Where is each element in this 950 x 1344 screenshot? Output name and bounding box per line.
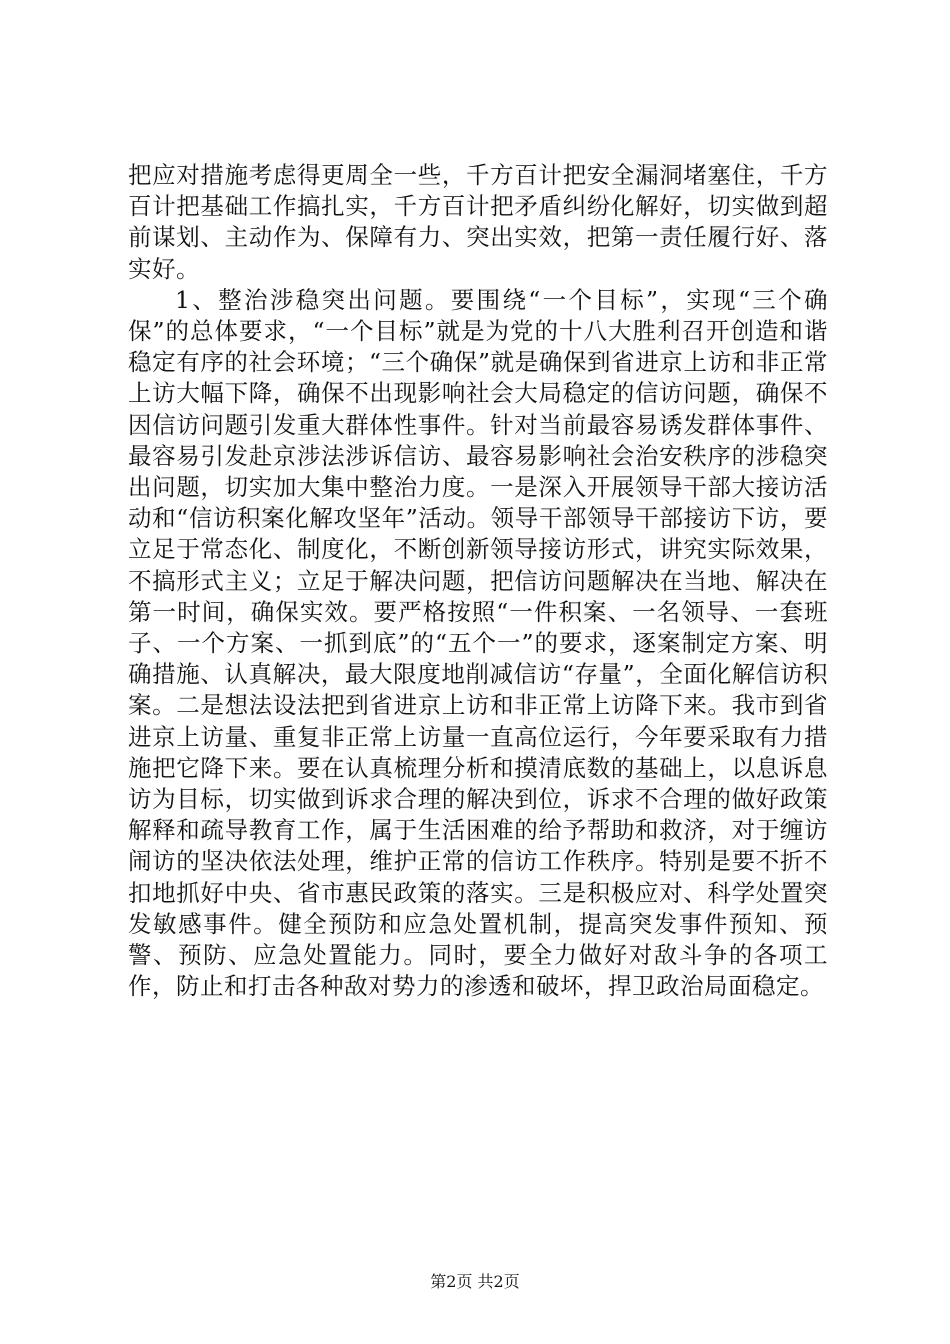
page-number: 第2页 共2页: [430, 1272, 520, 1291]
paragraph-continuation: 把应对措施考虑得更周全一些，千方百计把安全漏洞堵塞住，千方百计把基础工作搞扎实，千方百计把矛盾纠纷化解好，切实做到超前谋划、主动作为、保障有力、突出实效，把第一责任履行好、落实好。: [128, 161, 828, 283]
document-body: [128, 160, 828, 1002]
paragraph-section-1: 1、整治涉稳突出问题。要围绕“一个目标”，实现“三个确保”的总体要求，“一个目标”就是为党的十八大胜利召开创造和谐稳定有序的社会环境；“三个确保”就是确保到省进京上访和非正常上访大幅下降，确保不出现影响社会大局稳定的信访问题，确保不因信访问题引发重大群体性事件。针对当前最容易诱发群体事件、最容易引发赴京涉法涉诉信访、最容易影响社会治安秩序的涉稳突出问题，切实加大集中整治力度。一是深入开展领导干部大接访活动和“信访积案化解攻坚年”活动。领导干部领导干部接访下访，要立足于常态化、制度化，不断创新领导接访形式，讲究实际效果，不搞形式主义；立足于解决问题，把信访问题解决在当地、解决在第一时间，确保实效。要严格按照“一件积案、一名领导、一套班子、一个方案、一抓到底”的“五个一”的要求，逐案制定方案、明确措施、认真解决，最大限度地削减信访“存量”，全面化解信访积案。二是想法设法把到省进京上访和非正常上访降下来。我市到省进京上访量、重复非正常上访量一直高位运行，今年要采取有力措施把它降下来。要在认真梳理分析和摸清底数的基础上，以息诉息访为目标，切实做到诉求合理的解决到位，诉求不合理的做好政策解释和疏导教育工作，属于生活困难的给予帮助和救济，对于缠访闹访的坚决依法处理，维护正常的信访工作秩序。特别是要不折不扣地抓好中央、省市惠民政策的落实。三是积极应对、科学处置突发敏感事件。健全预防和应急处置机制，提高突发事件预知、预警、预防、应急处置能力。同时，要全力做好对敌斗争的各项工作，防止和打击各种敌对势力的渗透和破坏，捍卫政治局面稳定。: [128, 285, 828, 1001]
page-footer: [0, 1272, 950, 1292]
